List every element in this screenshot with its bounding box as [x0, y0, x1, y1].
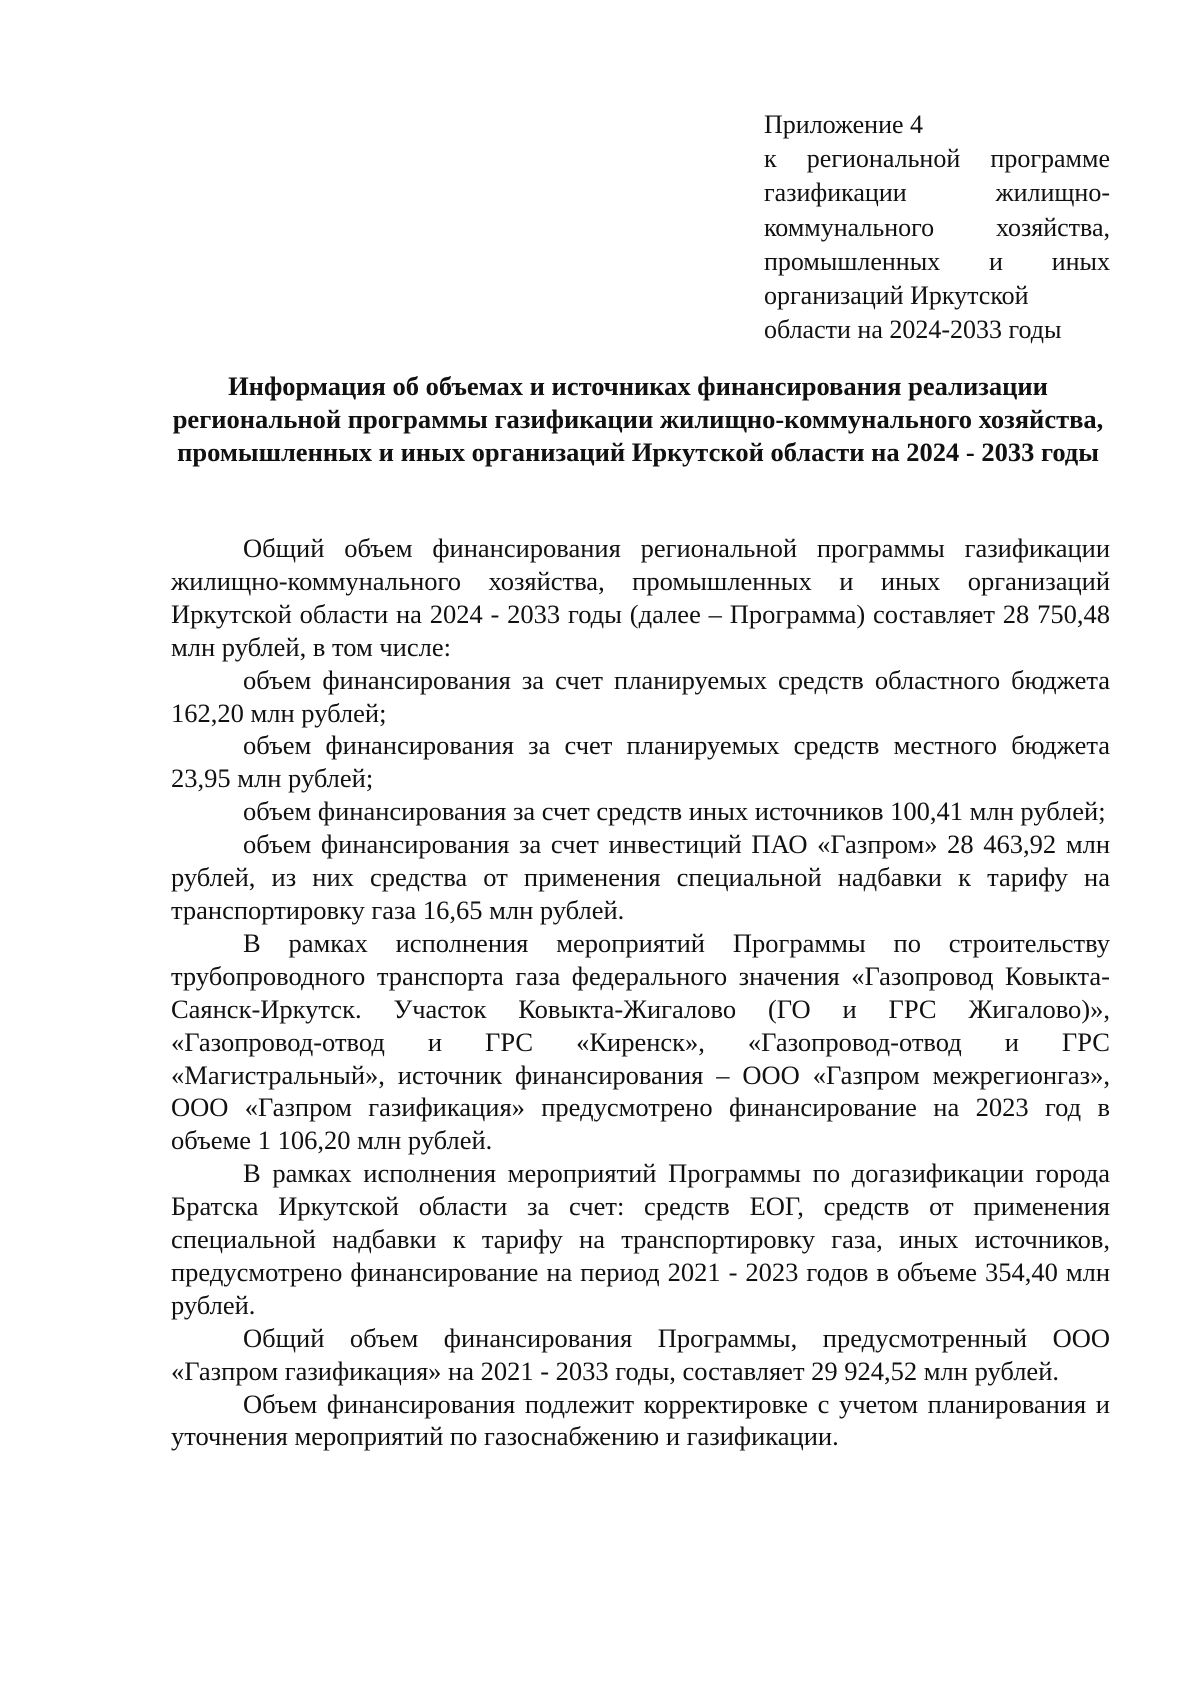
appendix-reference: к региональной программе газификации жилищно-коммунального хозяйства, промышленных и иных организаций Иркутской — [764, 144, 1110, 311]
paragraph-gazprom-investments: объем финансирования за счет инвестиций ПАО «Газпром» 28 463,92 млн рублей, из них средства от применения специальной надбавки к тарифу на транспортировку газа 16,65 млн рублей. — [171, 829, 1110, 925]
appendix-heading — [764, 108, 1110, 347]
paragraph-total-financing: Общий объем финансирования региональной программы газификации жилищно-коммунального хозяйства, промышленных и иных организаций Иркутской области на 2024 - 2033 годы (далее – Программа) составляет 28 750,48 млн рублей, в том числе: — [171, 533, 1110, 662]
paragraph-regional-budget: объем финансирования за счет планируемых средств областного бюджета 162,20 млн рублей; — [171, 664, 1110, 728]
paragraph-other-sources: объем финансирования за счет средств иных источников 100,41 млн рублей; — [243, 796, 1106, 827]
paragraph-bratsk-gasification: В рамках исполнения мероприятий Программы по догазификации города Братска Иркутской области за счет: средств ЕОГ, средств от применения специальной надбавки к тарифу на транспортировку газа, иных источников, предусмотрено финансирование на период 2021 - 2023 годов в объеме 354,40 млн рублей. — [171, 1158, 1110, 1320]
paragraph-local-budget: объем финансирования за счет планируемых средств местного бюджета 23,95 млн рублей; — [171, 730, 1110, 794]
document-body — [171, 532, 1110, 1453]
document-title: Информация об объемах и источниках финансирования реализации региональной программы газификации жилищно-коммунального хозяйства, промышленных и иных организаций Иркутской области на 2024 - 2033 годы — [172, 371, 1104, 467]
appendix-number: Приложение 4 — [764, 110, 924, 139]
paragraph-pipeline-construction: В рамках исполнения мероприятий Программы по строительству трубопроводного транспорта газа федерального значения «Газопровод Ковыкта-Саянск-Иркутск. Участок Ковыкта-Жигалово (ГО и ГРС Жигалово)», «Газопровод-отвод и ГРС «Киренск», «Газопровод-отвод и ГРС «Магистральный», источник финансирования – ООО «Газпром межрегионгаз», ООО «Газпром газификация» предусмотрено финансирование на 2023 год в объеме 1 106,20 млн рублей. — [171, 927, 1110, 1156]
appendix-period: области на 2024-2033 годы — [764, 315, 1062, 345]
paragraph-gazprom-total: Общий объем финансирования Программы, предусмотренный ООО «Газпром газификация» на 2021 - 2033 годы, составляет 29 924,52 млн рублей. — [171, 1322, 1110, 1386]
paragraph-adjustment: Объем финансирования подлежит корректировке с учетом планирования и уточнения мероприятий по газоснабжению и газификации. — [171, 1388, 1110, 1452]
